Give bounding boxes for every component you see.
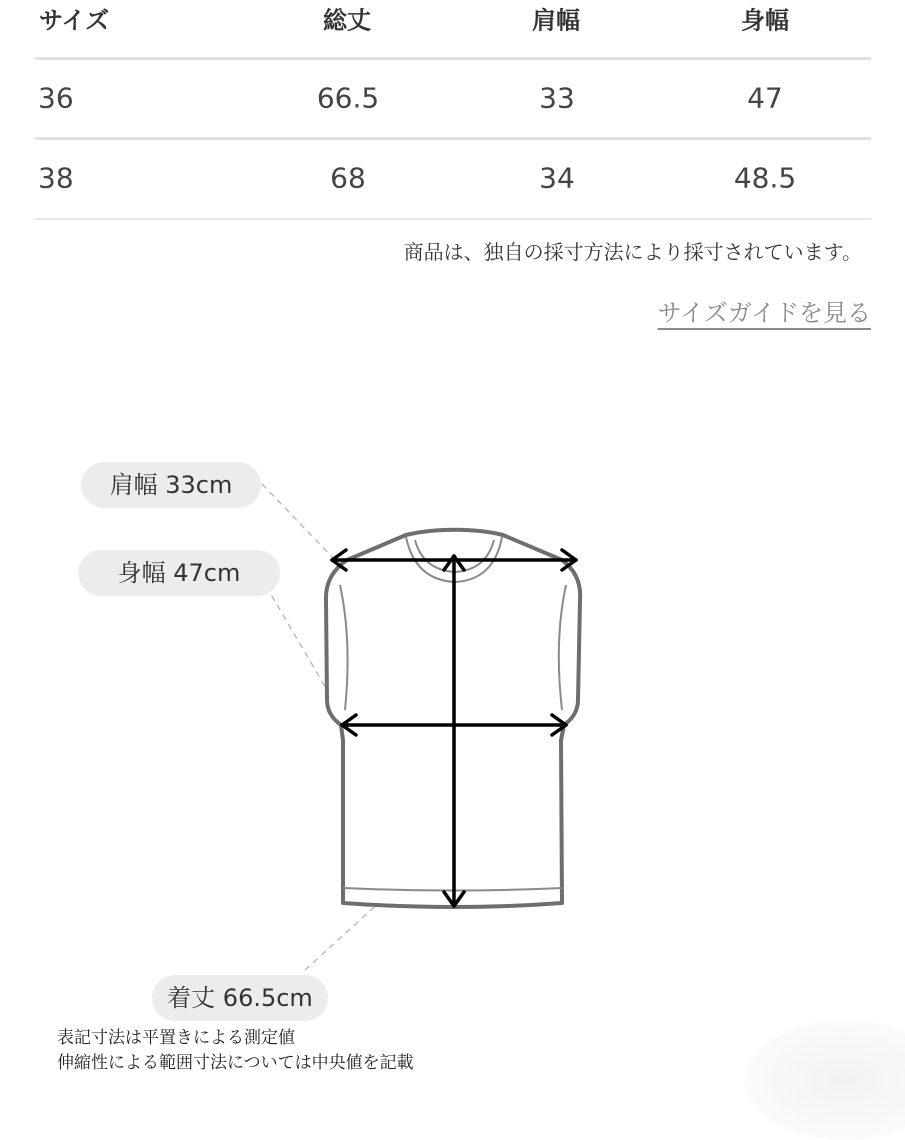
measurement-note: 商品は、独自の採寸方法により採寸されています。 [403, 240, 862, 264]
cell-size: 38 [38, 161, 74, 195]
length-label: 着丈 66.5cm [152, 975, 328, 1021]
footnote-line-1: 表記寸法は平置きによる測定値 [57, 1028, 295, 1048]
table-header-row [35, 0, 871, 60]
shoulder-leader-line [262, 484, 335, 560]
length-leader-line [305, 840, 448, 970]
size-table [35, 0, 871, 220]
table-row [35, 60, 871, 140]
table-divider [35, 218, 871, 220]
footnote-line-2: 伸縮性による範囲寸法については中央値を記載 [57, 1053, 414, 1073]
left-armhole-seam [340, 585, 348, 710]
collar-outer [406, 537, 502, 582]
body-leader-line [266, 586, 340, 712]
shoulder-arrow [332, 550, 576, 570]
header-total-length: 総丈 [323, 6, 371, 35]
cell-shoulder-width: 34 [539, 161, 575, 195]
hem-seam [343, 888, 562, 891]
cell-shoulder-width: 33 [539, 81, 575, 115]
shoulder-width-label: 肩幅 33cm [81, 462, 261, 508]
cell-size: 36 [38, 81, 74, 115]
corner-shadow [745, 1020, 905, 1140]
cell-body-width: 47 [747, 81, 783, 115]
body-arrow [342, 715, 566, 735]
length-arrow [444, 556, 464, 906]
cell-body-width: 48.5 [733, 161, 797, 195]
cell-total-length: 66.5 [316, 81, 380, 115]
table-row [35, 140, 871, 220]
header-shoulder-width: 肩幅 [532, 6, 580, 35]
collar-inner [415, 540, 494, 572]
header-body-width: 身幅 [741, 6, 789, 35]
body-width-label: 身幅 47cm [78, 550, 280, 596]
right-armhole-seam [559, 585, 566, 710]
cell-total-length: 68 [330, 161, 366, 195]
size-guide-link[interactable]: サイズガイドを見る [657, 299, 871, 327]
header-size: サイズ [39, 6, 110, 35]
sleeveless-top-outline [326, 530, 580, 907]
